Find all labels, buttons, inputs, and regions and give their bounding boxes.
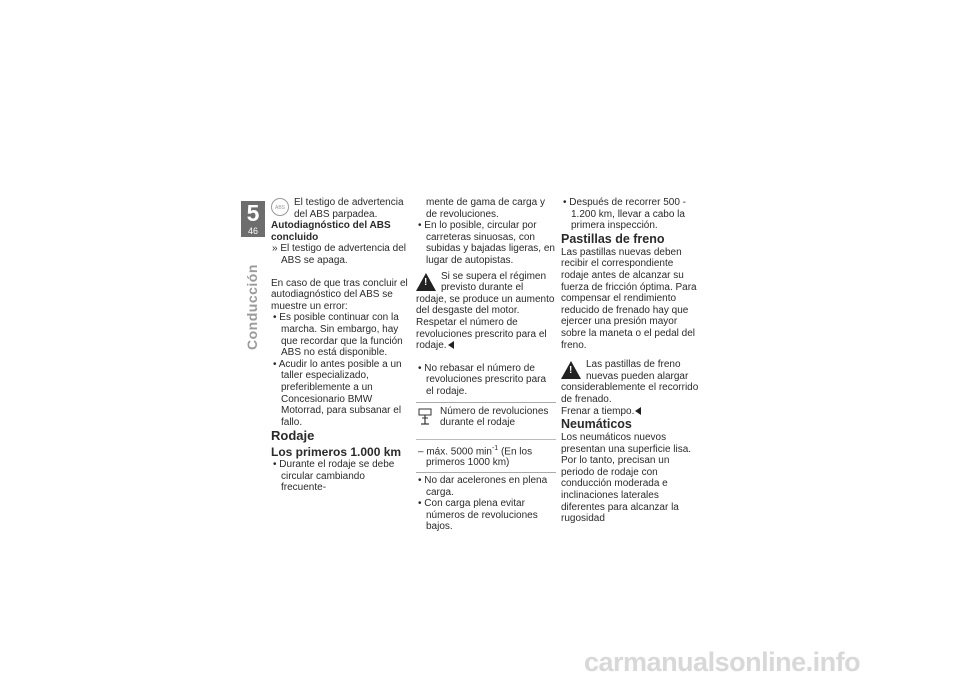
list-item: • No rebasar el número de revoluciones prescrito para el rodaje.: [418, 362, 547, 397]
list-item-text: Durante el rodaje se debe circular cambiando frecuente-: [279, 459, 395, 494]
heading-pastillas: Pastillas de freno: [561, 231, 665, 246]
column-2: [416, 197, 556, 533]
chapter-title: Conducción: [244, 264, 260, 350]
warning-triangle-icon: !: [416, 273, 436, 291]
warning-note: [561, 359, 701, 417]
arrow-item: » El testigo de advertencia del ABS se apaga.: [272, 243, 406, 266]
list-item-text: Acudir lo antes posible a un taller especializado, preferiblemente a un Concesionario BMW Motorrad, para subsanar el fallo.: [278, 358, 402, 428]
list-item-text: Después de recorrer 500 - 1.200 km, llevar a cabo la primera inspección.: [569, 197, 687, 232]
chapter-number: 5: [246, 200, 260, 226]
heading-primeros-km: Los primeros 1.000 km: [271, 445, 402, 460]
continued-text: mente de gama de carga y de revoluciones.: [426, 197, 545, 220]
warning-text-2: Respetar el número de revoluciones prescrito para el rodaje.: [416, 316, 547, 352]
neumaticos-text: Los neumáticos nuevos presentan una superficie lisa. Por lo tanto, precisan un periodo de rodaje con conducción moderada e inclinaciones laterales diferentes para alcanzar la rugosidad: [561, 432, 692, 525]
list-item: • Es posible continuar con la marcha. Sin embargo, hay que recordar que la función ABS no está disponible.: [273, 312, 403, 359]
engine-speed-icon: [418, 408, 432, 428]
page-number: 46: [247, 226, 258, 236]
spec-unit-sup: -1: [491, 444, 499, 452]
spec-box-header: [416, 403, 556, 439]
column-3: [561, 197, 701, 525]
intro-text: En caso de que tras concluir el autodiagnóstico del ABS se muestre un error:: [271, 277, 408, 312]
pastillas-text: Las pastillas nuevas deben recibir el correspondiente rodaje antes de alcanzar su fuerza de fricción óptima. Para compensar el rendimiento reducido de frenado hay que ejercer una presión mayor sobre la maneta o el pedal del freno.: [561, 246, 697, 351]
column-1: [271, 197, 411, 494]
abs-warning-icon: [271, 198, 289, 216]
spec-value: máx. 5000 min: [426, 445, 492, 457]
end-mark-icon: [448, 341, 454, 349]
warning-text-2: Frenar a tiempo.: [561, 405, 635, 417]
list-item: • Después de recorrer 500 - 1.200 km, llevar a cabo la primera inspección.: [563, 197, 687, 232]
heading-autodiagnostico: Autodiagnóstico del ABS concluido: [271, 220, 391, 243]
warning-text: Las pastillas de freno nuevas pueden alargar considerablemente el recorrido de frenado.: [561, 359, 699, 405]
heading-neumaticos: Neumáticos: [561, 417, 632, 432]
list-item: • Con carga plena evitar números de revoluciones bajos.: [418, 498, 538, 533]
list-item: • Acudir lo antes posible a un taller especializado, preferiblemente a un Concesionario BMW Motorrad, para subsanar el fallo.: [273, 358, 402, 428]
end-mark-icon: [635, 407, 641, 415]
spec-value-rest: (En los primeros 1000 km): [426, 445, 533, 469]
list-item-text: Es posible continuar con la marcha. Sin embargo, hay que recordar que la función ABS no está disponible.: [279, 312, 403, 359]
abs-icon-text: ABS: [274, 205, 285, 211]
abs-note-text: El testigo de advertencia del ABS parpadea.: [294, 197, 404, 220]
spec-box-title: Número de revoluciones durante el rodaje: [440, 405, 549, 429]
watermark: carmanualsonline.info: [584, 647, 861, 677]
heading-rodaje: Rodaje: [271, 428, 315, 444]
list-item-text: Con carga plena evitar números de revoluciones bajos.: [424, 498, 538, 533]
list-item-text: No rebasar el número de revoluciones prescrito para el rodaje.: [424, 362, 547, 397]
warning-triangle-icon: !: [561, 361, 581, 379]
warning-note: [416, 271, 556, 352]
spec-box-value: – máx. 5000 $\min^{-1} (En$ los primeros 1000 km): [416, 439, 556, 473]
arrow-item-text: El testigo de advertencia del ABS se apaga.: [280, 243, 406, 266]
list-item: • Durante el rodaje se debe circular cambiando frecuente-: [273, 459, 395, 494]
list-item-text: No dar acelerones en plena carga.: [424, 475, 548, 498]
warning-text: Si se supera el régimen previsto durante el rodaje, se produce un aumento del desgaste del motor.: [416, 270, 555, 317]
list-item-text: En lo posible, circular por carreteras sinuosas, con subidas y bajadas ligeras, en lugar de autopistas.: [424, 220, 555, 266]
list-item: • No dar acelerones en plena carga.: [418, 475, 548, 498]
abs-note: [271, 197, 411, 220]
list-item: • En lo posible, circular por carreteras sinuosas, con subidas y bajadas ligeras, en lugar de autopistas.: [418, 220, 555, 266]
spec-box: [416, 402, 556, 474]
